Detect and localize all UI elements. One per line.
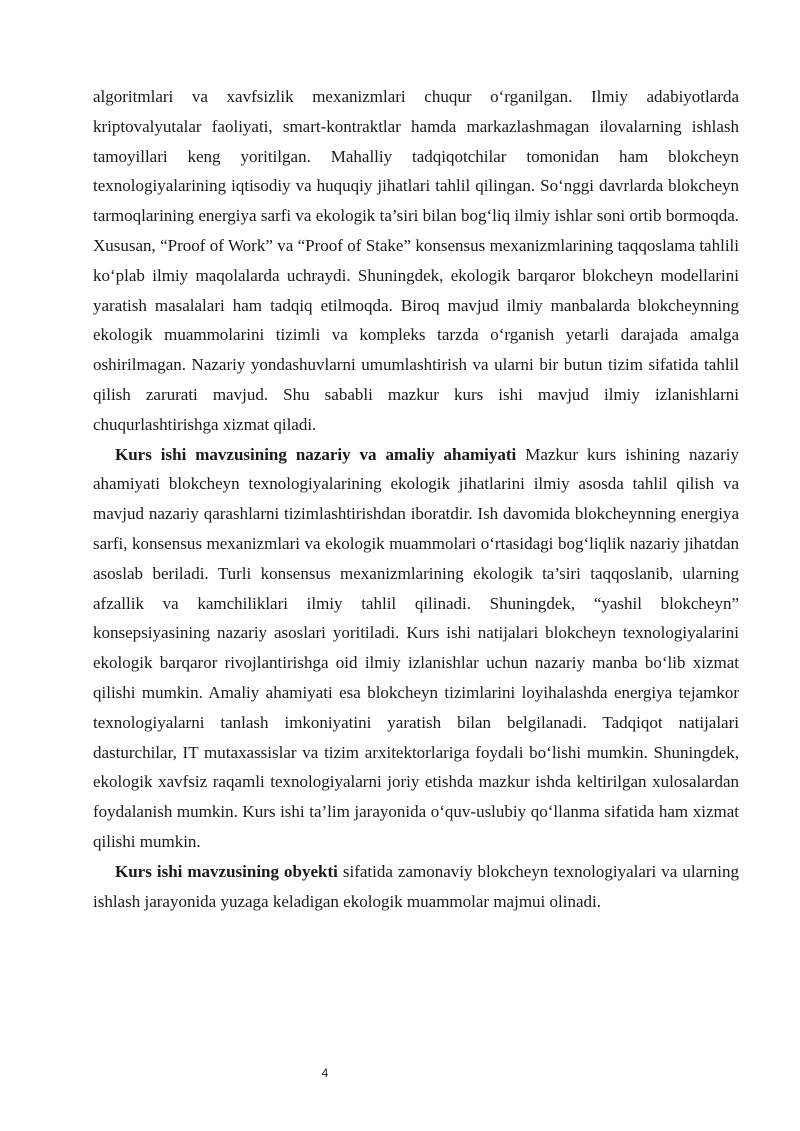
document-page bbox=[93, 82, 739, 916]
section-heading-significance: Kurs ishi mavzusining nazariy va amaliy ahamiyati bbox=[115, 444, 517, 464]
section-heading-object: Kurs ishi mavzusining obyekti bbox=[115, 861, 338, 881]
paragraph-significance bbox=[93, 440, 739, 857]
page-number: 4 bbox=[321, 1066, 329, 1080]
paragraph-text: sifatida zamonaviy blokcheyn texnologiyalari va ularning ishlash jarayonida yuzaga keladigan ekologik muammolar majmui olinadi. bbox=[93, 861, 740, 911]
paragraph-object bbox=[93, 857, 739, 917]
paragraph-text: Mazkur kurs ishining nazariy ahamiyati blokcheyn texnologiyalarining ekologik jihatlarini ilmiy asosda tahlil qilish va mavjud nazariy qarashlarni tizimlashtirishdan iboratdir. Ish davomida blokcheynning energiya sarfi, konsensus mexanizmlari va ekologik muammolari o‘rtasidagi bog‘liqlik nazariy jihatdan asoslab beriladi. Turli konsensus mexanizmlarining ekologik ta’siri taqqoslanib, ularning afzallik va kamchiliklari ilmiy tahlil qilinadi. Shuningdek, “yashil blokcheyn” konsepsiyasining nazariy asoslari yoritiladi. Kurs ishi natijalari blokcheyn texnologiyalarini ekologik barqaror rivojlantirishga oid ilmiy izlanishlar uchun nazariy manba bo‘lib xizmat qilishi mumkin. Amaliy ahamiyati esa blokcheyn tizimlarini loyihalashda energiya tejamkor texnologiyalarni tanlash imkoniyatini yaratish bilan belgilanadi. Tadqiqot natijalari dasturchilar, IT mutaxassislar va tizim arxitektorlariga foydali bo‘lishi mumkin. Shuningdek, ekologik xavfsiz raqamli texnologiyalarni joriy etishda mazkur ishda keltirilgan xulosalardan foydalanish mumkin. Kurs ishi ta’lim jarayonida o‘quv-uslubiy qo‘llanma sifatida ham xizmat qilishi mumkin. bbox=[93, 444, 739, 851]
paragraph-literature-review bbox=[93, 82, 739, 440]
paragraph-text: algoritmlari va xavfsizlik mexanizmlari chuqur o‘rganilgan. Ilmiy adabiyotlarda kriptovalyutalar faoliyati, smart-kontraktlar hamda markazlashmagan ilovalarning ishlash tamoyillari keng yoritilgan. Mahalliy tadqiqotchilar tomonidan ham blokcheyn texnologiyalarining iqtisodiy va huquqiy jihatlari tahlil qilingan. So‘nggi davrlarda blokcheyn tarmoqlarining energiya sarfi va ekologik ta’siri bilan bog‘liq ilmiy ishlar soni ortib bormoqda. Xususan, “Proof of Work” va “Proof of Stake” konsensus mexanizmlarining taqqoslama tahlili ko‘plab ilmiy maqolalarda uchraydi. Shuningdek, ekologik barqaror blokcheyn modellarini yaratish masalalari ham tadqiq etilmoqda. Biroq mavjud ilmiy manbalarda blokcheynning ekologik muammolarini tizimli va kompleks tarzda o‘rganish yetarli darajada amalga oshirilmagan. Nazariy yondashuvlarni umumlashtirish va ularni bir butun tizim sifatida tahlil qilish zarurati mavjud. Shu sababli mazkur kurs ishi mavjud ilmiy izlanishlarni chuqurlashtirishga xizmat qiladi. bbox=[93, 87, 739, 434]
